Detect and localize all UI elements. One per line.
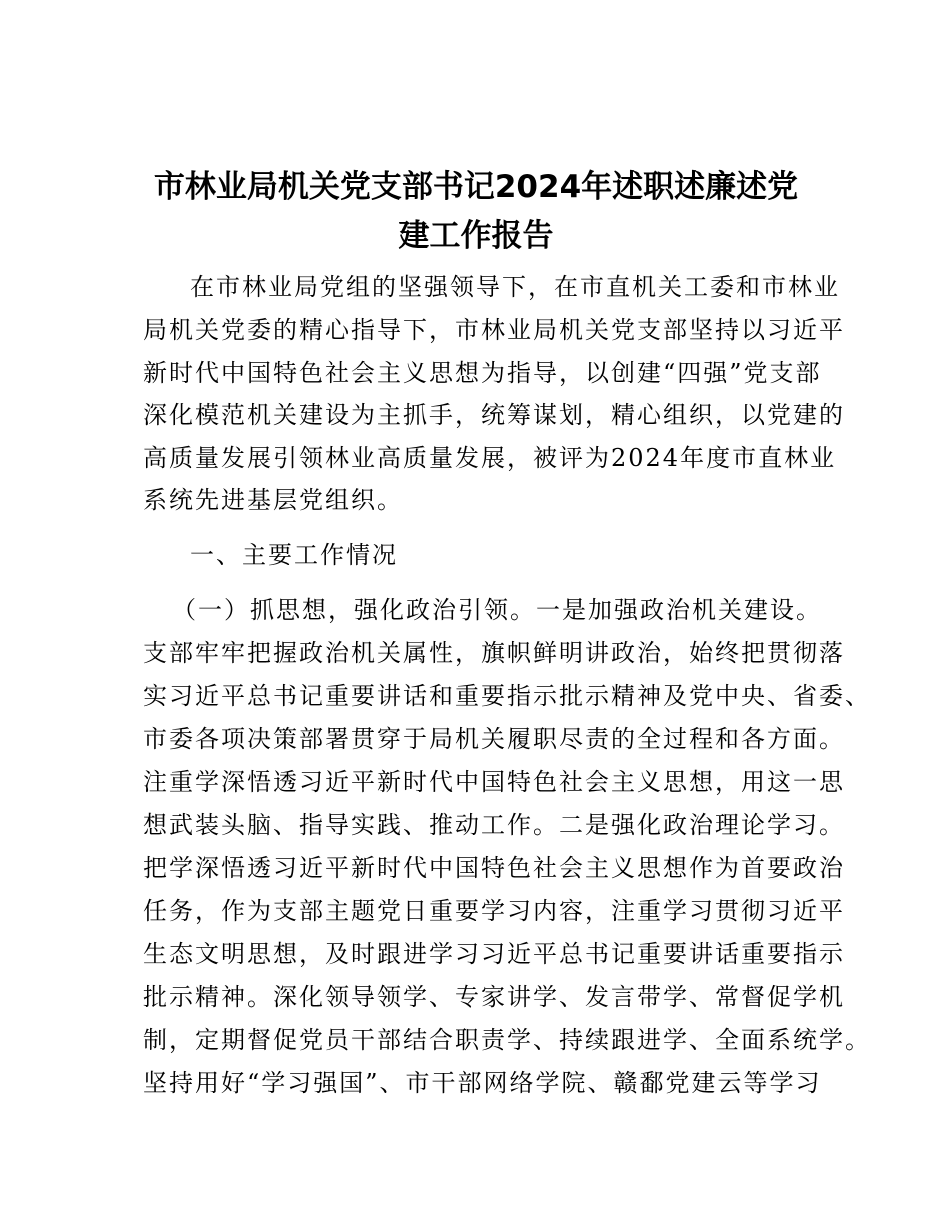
section1-paragraph-line: 生态文明思想，及时跟进学习习近平总书记重要讲话重要指示 xyxy=(143,940,845,968)
intro-paragraph-line: 在市林业局党组的坚强领导下，在市直机关工委和市林业 xyxy=(190,273,840,301)
section1-paragraph-line: 想武装头脑、指导实践、推动工作。二是强化政治理论学习。 xyxy=(143,811,845,839)
intro-paragraph-line: 局机关党委的精心指导下，市林业局机关党支部坚持以习近平 xyxy=(143,316,845,344)
section1-paragraph-line: 制，定期督促党员干部结合职责学、持续跟进学、全面系统学。 xyxy=(143,1026,871,1054)
section1-paragraph-line: 任务，作为支部主题党日重要学习内容，注重学习贯彻习近平 xyxy=(143,897,845,925)
section1-paragraph-line: 支部牢牢把握政治机关属性，旗帜鲜明讲政治，始终把贯彻落 xyxy=(143,639,845,667)
intro-paragraph-line: 高质量发展引领林业高质量发展，被评为2024年度市直林业 xyxy=(143,444,837,472)
intro-paragraph-line: 系统先进基层党组织。 xyxy=(143,486,403,514)
section-heading: 一、主要工作情况 xyxy=(190,541,398,569)
section1-paragraph-line: 坚持用好“学习强国”、市干部网络学院、赣鄱党建云等学习 xyxy=(143,1069,822,1097)
intro-paragraph-line: 深化模范机关建设为主抓手，统筹谋划，精心组织，以党建的 xyxy=(143,401,845,429)
section1-paragraph-line: 注重学深悟透习近平新时代中国特色社会主义思想，用这一思 xyxy=(143,768,845,796)
document-title-line-1: 市林业局机关党支部书记2024年述职述廉述党 xyxy=(153,169,799,205)
section1-paragraph-line: 批示精神。深化领导领学、专家讲学、发言带学、常督促学机 xyxy=(143,983,845,1011)
section1-paragraph-line: 市委各项决策部署贯穿于局机关履职尽责的全过程和各方面。 xyxy=(143,725,845,753)
section1-paragraph-line: （一）抓思想，强化政治引领。一是加强政治机关建设。 xyxy=(172,596,822,624)
intro-paragraph-line: 新时代中国特色社会主义思想为指导，以创建“四强”党支部 xyxy=(143,359,822,387)
section1-paragraph-line: 把学深悟透习近平新时代中国特色社会主义思想作为首要政治 xyxy=(143,854,845,882)
section1-paragraph-line: 实习近平总书记重要讲话和重要指示批示精神及党中央、省委、 xyxy=(143,682,871,710)
document-title-line-2: 建工作报告 xyxy=(398,218,554,254)
